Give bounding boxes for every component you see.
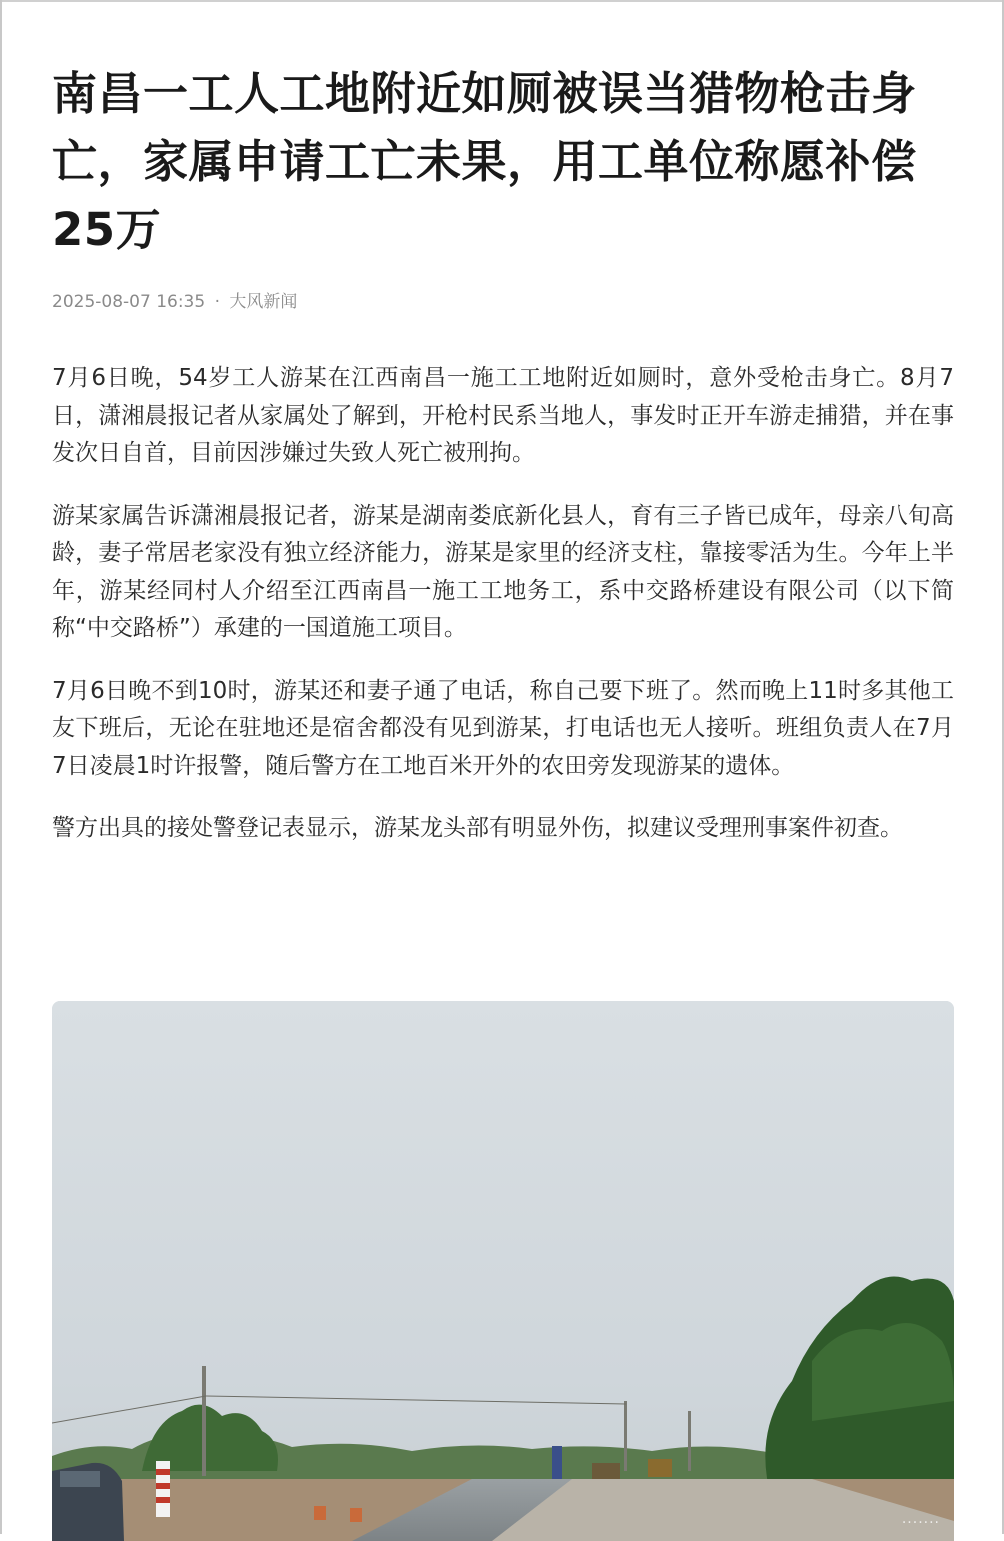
article-meta [52, 290, 954, 314]
article-body [52, 360, 954, 848]
article [52, 60, 954, 873]
article-title: 南昌一工人工地附近如厕被误当猎物枪击身亡，家属申请工亡未果，用工单位称愿补偿25万 [52, 67, 917, 256]
article-photo[interactable] [52, 1001, 954, 1541]
construction-site-image [52, 1001, 954, 1541]
paragraph-2: 游某家属告诉潇湘晨报记者，游某是湖南娄底新化县人，育有三子皆已成年，母亲八旬高龄，妻子常居老家没有独立经济能力，游某是家里的经济支柱，靠接零活为生。今年上半年，游某经同村人介绍至江西南昌一施工工地务工，系中交路桥建设有限公司（以下简称“中交路桥”）承建的一国道施工项目。 [52, 502, 954, 641]
window-frame-left [0, 0, 2, 1534]
window-frame-top [0, 0, 1004, 2]
paragraph-4: 警方出具的接处警登记表显示，游某龙头部有明显外伤，拟建议受理刑事案件初查。 [52, 815, 903, 841]
source-name[interactable]: 大风新闻 [229, 292, 298, 312]
publish-datetime: 2025-08-07 16:35 [52, 292, 206, 312]
paragraph-1: 7月6日晚，54岁工人游某在江西南昌一施工工地附近如厕时，意外受枪击身亡。8月7日，潇湘晨报记者从家属处了解到，开枪村民系当地人，事发时正开车游走捕猎，并在事发次日自首，目前因涉嫌过失致人死亡被刑拘。 [52, 365, 954, 466]
paragraph-3: 7月6日晚不到10时，游某还和妻子通了电话，称自己要下班了。然而晚上11时多其他工友下班后，无论在驻地还是宿舍都没有见到游某，打电话也无人接听。班组负责人在7月7日凌晨1时许报警，随后警方在工地百米开外的农田旁发现游某的遗体。 [52, 677, 954, 779]
photo-watermark: ······· [901, 1515, 940, 1531]
meta-separator: · [214, 292, 221, 312]
